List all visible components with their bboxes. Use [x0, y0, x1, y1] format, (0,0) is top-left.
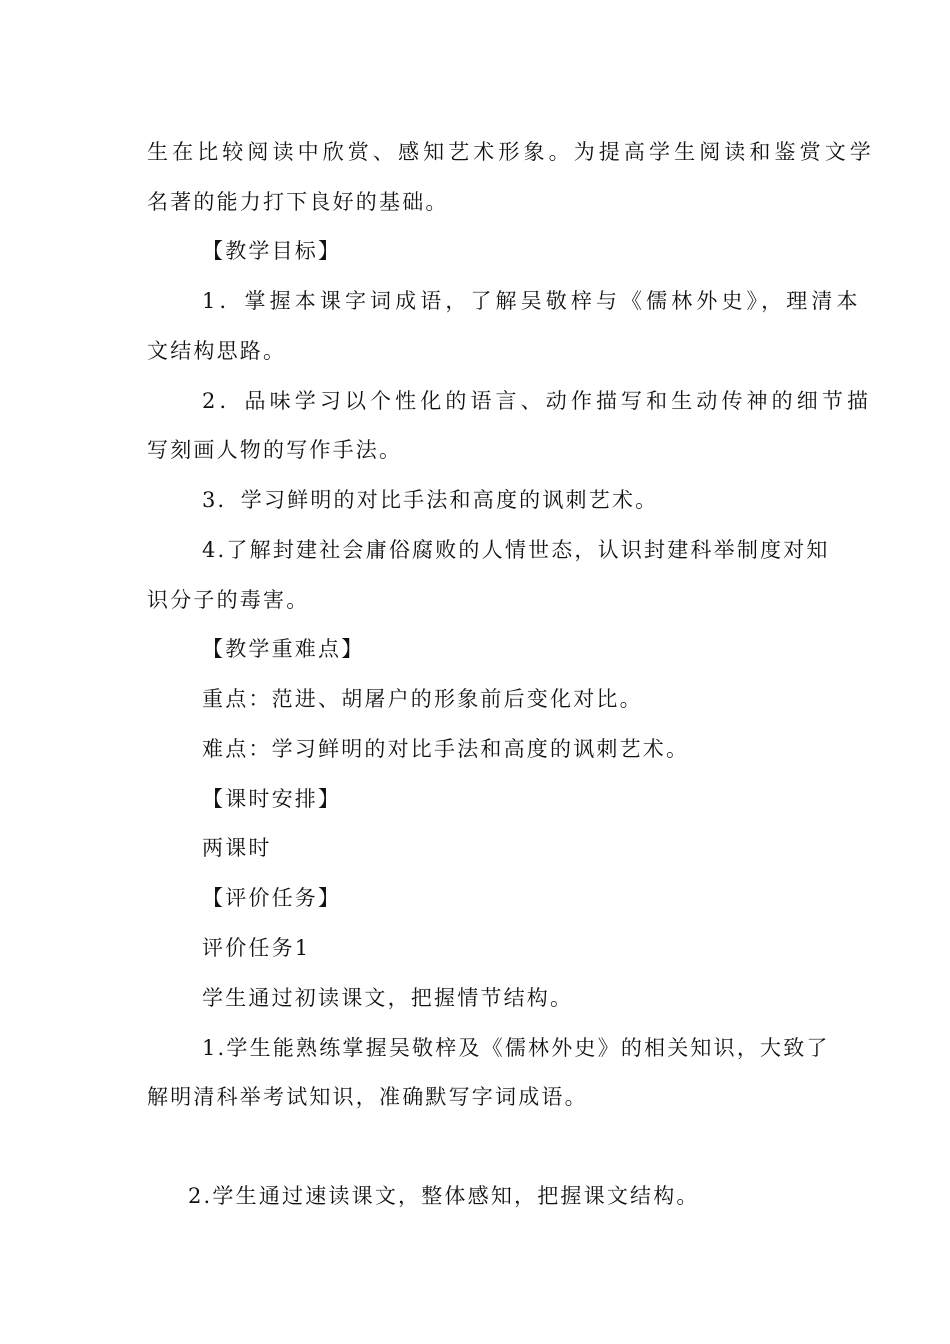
section-heading-objectives: 【教学目标】: [202, 239, 342, 263]
evaluation-task-title: 评价任务1: [202, 936, 311, 960]
paragraph-line: 写刻画人物的写作手法。: [147, 438, 403, 462]
paragraph-line: 解明清科举考试知识，准确默写字词成语。: [147, 1085, 588, 1109]
section-heading-key-points: 【教学重难点】: [202, 637, 365, 661]
section-heading-schedule: 【课时安排】: [202, 787, 342, 811]
evaluation-item-1: 1.学生能熟练掌握吴敬梓及《儒林外史》的相关知识，大致了: [202, 1036, 830, 1060]
paragraph-line: 生在比较阅读中欣赏、感知艺术形象。为提高学生阅读和鉴赏文学: [147, 140, 875, 164]
section-heading-evaluation: 【评价任务】: [202, 886, 342, 910]
objective-item-3: 3．学习鲜明的对比手法和高度的讽刺艺术。: [202, 488, 659, 512]
schedule-value: 两课时: [202, 836, 272, 860]
objective-item-2: 2．品味学习以个性化的语言、动作描写和生动传神的细节描: [202, 389, 873, 413]
evaluation-item-2: 2.学生通过速读课文，整体感知，把握课文结构。: [188, 1184, 700, 1208]
paragraph-line: 名著的能力打下良好的基础。: [147, 190, 449, 214]
key-point-line: 重点：范进、胡屠户的形象前后变化对比。: [202, 687, 643, 711]
paragraph-line: 文结构思路。: [147, 339, 287, 363]
evaluation-task-description: 学生通过初读课文，把握情节结构。: [202, 986, 574, 1010]
objective-item-4: 4.了解封建社会庸俗腐败的人情世态，认识封建科举制度对知: [202, 538, 830, 562]
difficult-point-line: 难点：学习鲜明的对比手法和高度的讽刺艺术。: [202, 737, 690, 761]
objective-item-1: 1．掌握本课字词成语，了解吴敬梓与《儒林外史》，理清本: [202, 289, 862, 313]
paragraph-line: 识分子的毒害。: [147, 588, 310, 612]
